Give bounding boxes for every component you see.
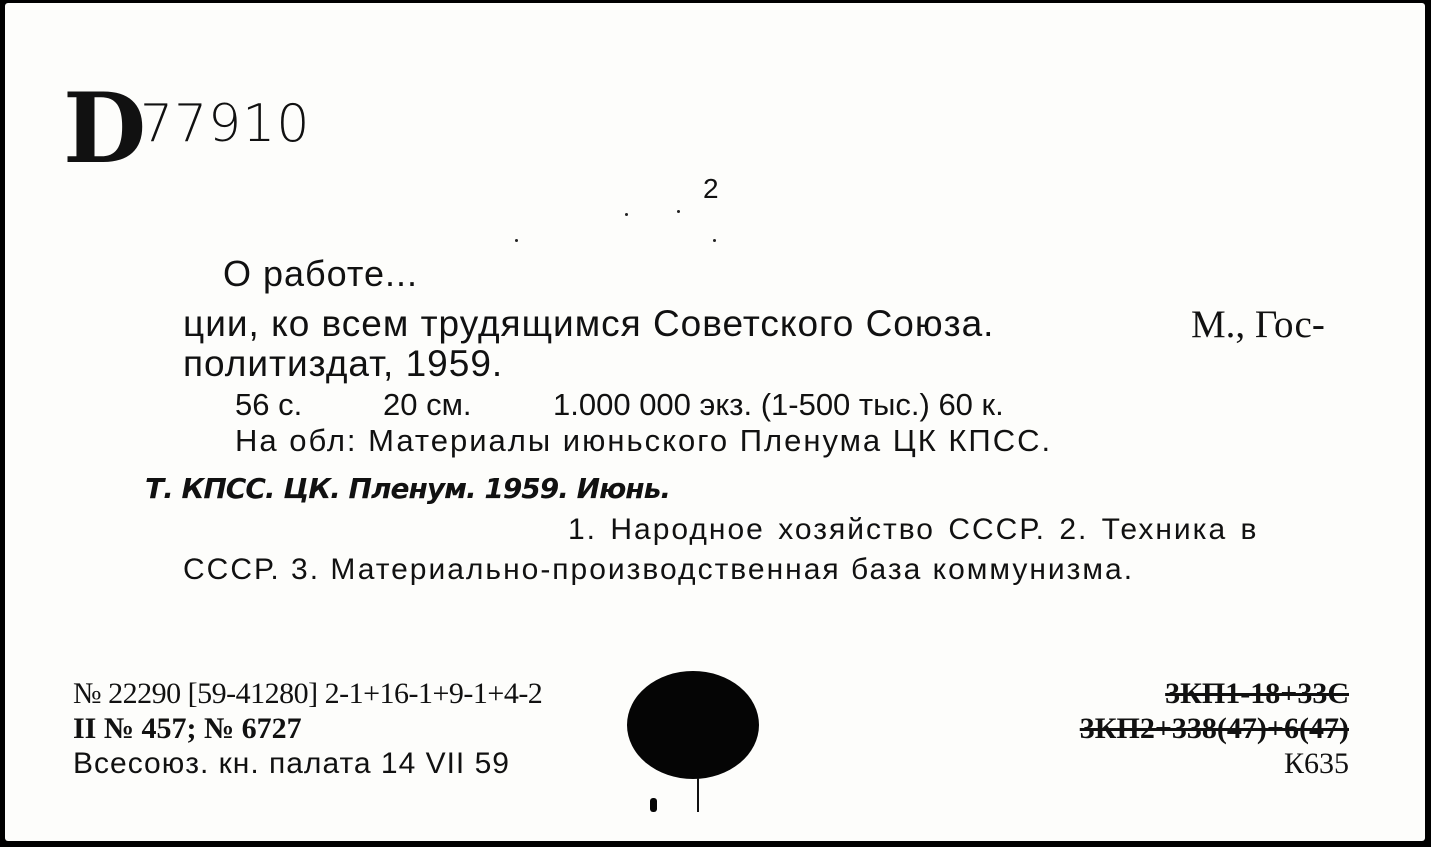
stamp-number: 77910 — [140, 94, 311, 154]
size: 20 см. — [383, 387, 472, 422]
subjects-line-1: 1. Народное хозяйство СССР. 2. Техника в — [568, 513, 1259, 546]
subjects-line-2: СССР. 3. Материально-производственная база коммунизма. — [183, 553, 1135, 586]
stamp-letter: D — [63, 72, 147, 185]
classification-code: К635 — [1283, 747, 1349, 780]
ink-blot — [627, 671, 759, 779]
speck — [625, 213, 628, 216]
ink-scratch — [697, 778, 699, 812]
book-title: О работе... — [223, 253, 419, 294]
pages: 56 с. — [235, 387, 303, 422]
chamber-line: Всесоюз. кн. палата 14 VII 59 — [73, 747, 510, 780]
handwritten-heading: Т. КПСС. ЦК. Пленум. 1959. Июнь. — [145, 472, 670, 505]
classification-struck-2: 3КП2+338(47)+6(47) — [1079, 712, 1349, 745]
imprint-line-1-right: М., Гос- — [1191, 303, 1325, 346]
speck — [713, 239, 716, 242]
speck — [677, 210, 680, 213]
copies-price: 1.000 000 экз. (1-500 тыс.) 60 к. — [553, 387, 1004, 422]
series-number-line: II № 457; № 6727 — [73, 712, 302, 745]
imprint-line-2: политиздат, 1959. — [183, 343, 504, 384]
catalog-card — [5, 3, 1425, 841]
ink-splatter — [650, 798, 657, 812]
cover-note: На обл: Материалы июньского Пленума ЦК КПСС. — [235, 423, 1053, 458]
classification-struck-1: 3КП1-18+33С — [1165, 677, 1349, 710]
speck — [515, 239, 518, 242]
registration-line: № 22290 [59-41280] 2-1+16-1+9-1+4-2 — [73, 677, 543, 710]
card-number: 2 — [703, 173, 719, 204]
imprint-line-1-left: ции, ко всем трудящимся Советского Союза. — [183, 303, 995, 344]
